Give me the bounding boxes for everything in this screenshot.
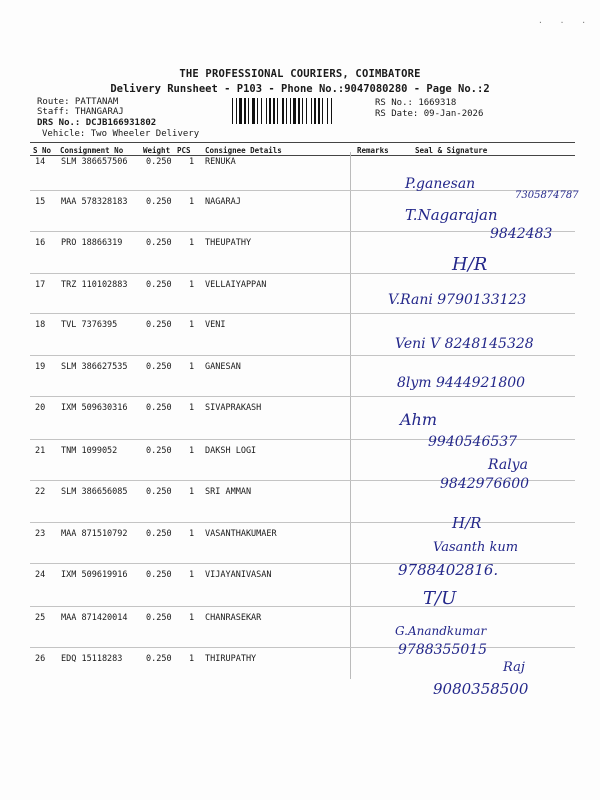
col-header-remarks: Remarks [357, 146, 389, 155]
row-sno: 14 [35, 157, 46, 167]
sig-row21-phone: 9842976600 [440, 476, 530, 492]
row-pcs: 1 [189, 654, 195, 664]
col-header-pcs: PCS [177, 146, 191, 155]
row-weight: 0.250 [146, 197, 172, 207]
row-consignee: SIVAPRAKASH [205, 403, 262, 413]
scan-marks: · · · [538, 18, 593, 27]
row-consignee: VIJAYANIVASAN [205, 570, 272, 580]
sig-row15-name: T.Nagarajan [405, 206, 498, 224]
row-separator [30, 190, 575, 191]
barcode-bar [244, 98, 246, 124]
barcode-bar [311, 98, 312, 124]
barcode-bar [282, 98, 284, 124]
row-consignee: VENI [205, 320, 226, 330]
sig-row24: T/U [423, 588, 457, 609]
row-pcs: 1 [189, 487, 195, 497]
sig-row23-phone: 9788402816. [398, 561, 499, 579]
row-consignment: MAA 871420014 [61, 613, 128, 623]
row-separator [30, 313, 575, 314]
row-consignee: THEUPATHY [205, 238, 252, 248]
sig-row23-name: Vasanth kum [433, 540, 519, 555]
barcode-bar [239, 98, 242, 124]
row-consignee: GANESAN [205, 362, 241, 372]
row-pcs: 1 [189, 613, 195, 623]
row-sno: 21 [35, 446, 46, 456]
row-pcs: 1 [189, 197, 195, 207]
col-header-consignment: Consignment No [60, 146, 124, 155]
row-pcs: 1 [189, 238, 195, 248]
row-consignment: MAA 578328183 [61, 197, 128, 207]
barcode-bar [327, 98, 328, 124]
sig-row18: Veni V 8248145328 [395, 336, 534, 352]
row-consignment: EDQ 15118283 [61, 654, 123, 664]
runsheet-title: Delivery Runsheet - P103 - Phone No.:9047080280 - Page No.:2 [110, 83, 490, 95]
staff-label: Staff: THANGARAJ [37, 107, 124, 117]
row-separator [30, 647, 575, 648]
row-separator [30, 273, 575, 274]
row-weight: 0.250 [146, 570, 172, 580]
row-consignment: MAA 871510792 [61, 529, 128, 539]
row-sno: 15 [35, 197, 46, 207]
row-pcs: 1 [189, 529, 195, 539]
row-consignee: VASANTHAKUMAER [205, 529, 277, 539]
barcode-bar [302, 98, 303, 124]
barcode [232, 98, 370, 124]
barcode-bar [232, 98, 233, 124]
row-pcs: 1 [189, 570, 195, 580]
row-sno: 22 [35, 487, 46, 497]
vehicle-label: Vehicle: Two Wheeler Delivery [42, 129, 200, 139]
row-separator [30, 606, 575, 607]
barcode-bar [331, 98, 332, 124]
col-header-consignee: Consignee Details [205, 146, 282, 155]
sig-row25-name: G.Anandkumar [395, 624, 487, 638]
sig-row20-phone: 9940546537 [428, 434, 518, 450]
row-pcs: 1 [189, 280, 195, 290]
row-weight: 0.250 [146, 238, 172, 248]
sig-row26-phone: 9080358500 [433, 680, 529, 698]
row-consignment: TRZ 110102883 [61, 280, 128, 290]
row-pcs: 1 [189, 446, 195, 456]
row-sno: 17 [35, 280, 46, 290]
row-sno: 23 [35, 529, 46, 539]
col-header-weight: Weight [143, 146, 171, 155]
row-consignee: NAGARAJ [205, 197, 241, 207]
barcode-bar [261, 98, 262, 124]
barcode-bar [306, 98, 307, 124]
row-pcs: 1 [189, 403, 195, 413]
row-consignment: TVL 7376395 [61, 320, 118, 330]
sig-row26-name: Raj [503, 660, 525, 675]
row-weight: 0.250 [146, 613, 172, 623]
row-separator [30, 522, 575, 523]
row-separator [30, 396, 575, 397]
rs-number: RS No.: 1669318 [375, 98, 457, 108]
sig-row16: H/R [452, 254, 488, 275]
row-sno: 19 [35, 362, 46, 372]
row-pcs: 1 [189, 320, 195, 330]
row-consignee: VELLAIYAPPAN [205, 280, 267, 290]
rs-date: RS Date: 09-Jan-2026 [375, 109, 484, 119]
sig-row19: 8lym 9444921800 [397, 375, 526, 391]
row-sno: 25 [35, 613, 46, 623]
row-weight: 0.250 [146, 403, 172, 413]
row-weight: 0.250 [146, 529, 172, 539]
barcode-bar [248, 98, 249, 124]
barcode-bar [252, 98, 255, 124]
row-sno: 16 [35, 238, 46, 248]
row-sno: 18 [35, 320, 46, 330]
barcode-bar [273, 98, 275, 124]
sig-row14-name: P.ganesan [405, 176, 476, 192]
company-title: THE PROFESSIONAL COURIERS, COIMBATORE [179, 68, 421, 80]
row-consignee: RENUKA [205, 157, 236, 167]
barcode-bar [257, 98, 258, 124]
row-consignment: PRO 18866319 [61, 238, 123, 248]
col-header-sno: S No [33, 146, 52, 155]
row-consignment: IXM 509619916 [61, 570, 128, 580]
col-header-seal: Seal & Signature [415, 146, 488, 155]
barcode-bar [266, 98, 267, 124]
row-weight: 0.250 [146, 446, 172, 456]
barcode-bar [298, 98, 300, 124]
row-consignee: DAKSH LOGI [205, 446, 257, 456]
barcode-bar [314, 98, 316, 124]
row-sno: 26 [35, 654, 46, 664]
barcode-bar [290, 98, 291, 124]
sig-row23-hr: H/R [452, 514, 482, 532]
barcode-bar [236, 98, 237, 124]
row-consignee: CHANRASEKAR [205, 613, 262, 623]
row-weight: 0.250 [146, 280, 172, 290]
barcode-bar [293, 98, 296, 124]
row-consignment: SLM 386657506 [61, 157, 128, 167]
row-weight: 0.250 [146, 320, 172, 330]
row-consignee: THIRUPATHY [205, 654, 257, 664]
sig-row21-name: Ralya [488, 457, 528, 473]
route-label: Route: PATTANAM [37, 97, 119, 107]
row-consignment: SLM 386656085 [61, 487, 128, 497]
sig-row25-phone: 9788355015 [398, 642, 488, 658]
sig-row20-name: Ahm [400, 410, 438, 429]
sig-row17: V.Rani 9790133123 [388, 292, 527, 308]
row-consignment: SLM 386627535 [61, 362, 128, 372]
row-consignment: IXM 509630316 [61, 403, 128, 413]
row-consignment: TNM 1099052 [61, 446, 118, 456]
barcode-bar [277, 98, 278, 124]
row-consignee: SRI AMMAN [205, 487, 252, 497]
row-weight: 0.250 [146, 654, 172, 664]
sig-row14-phone: 7305874787 [515, 190, 579, 201]
barcode-bar [318, 98, 320, 124]
row-pcs: 1 [189, 157, 195, 167]
row-pcs: 1 [189, 362, 195, 372]
row-sno: 20 [35, 403, 46, 413]
row-weight: 0.250 [146, 487, 172, 497]
barcode-bar [269, 98, 271, 124]
drs-number: DRS No.: DCJB166931802 [37, 118, 157, 128]
row-sno: 24 [35, 570, 46, 580]
barcode-bar [286, 98, 287, 124]
row-separator [30, 355, 575, 356]
sig-row15-phone: 9842483 [490, 226, 553, 242]
row-weight: 0.250 [146, 157, 172, 167]
header-bottom-border [30, 155, 575, 156]
barcode-bar [322, 98, 323, 124]
row-weight: 0.250 [146, 362, 172, 372]
table-top-border [30, 142, 575, 143]
